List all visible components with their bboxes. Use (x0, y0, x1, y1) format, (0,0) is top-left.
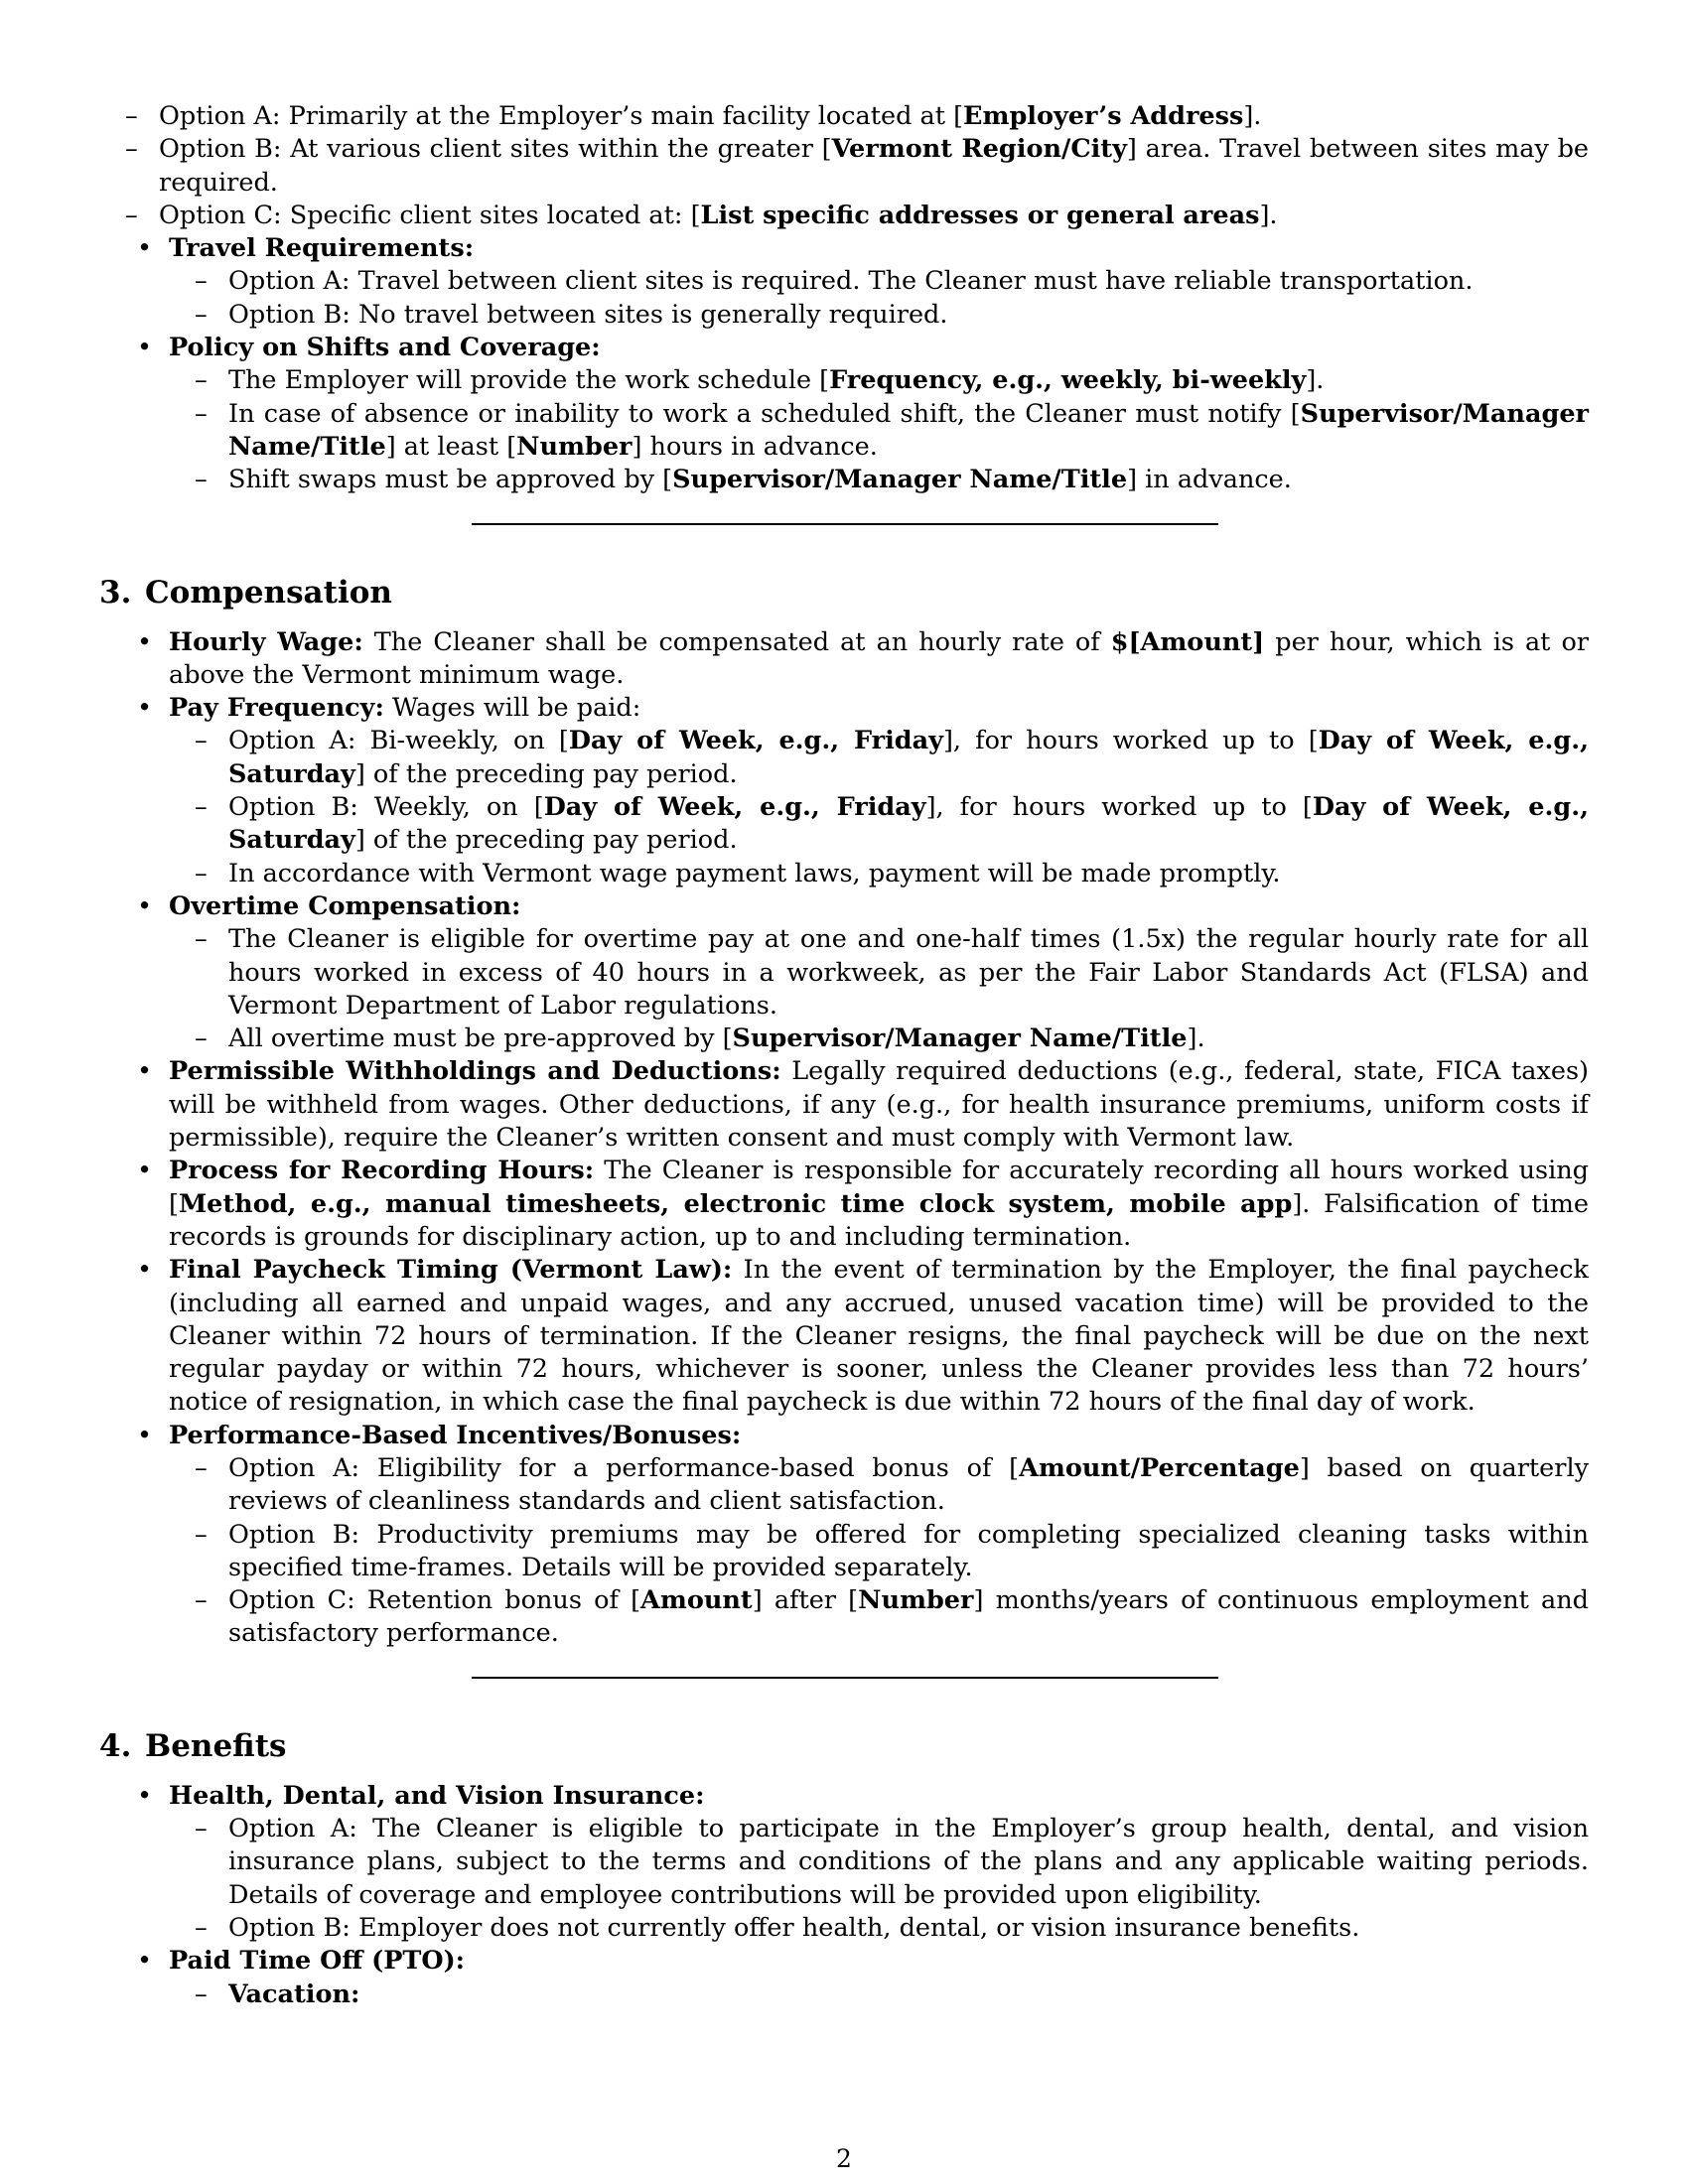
list-item: – In case of absence or inability to work a scheduled shift, the Cleaner must notify [Supervisor/Manager Name/Title] at least [Number] hours in advance. (99, 398, 1589, 465)
page-number: 2 (836, 2144, 852, 2173)
list-item: – Option B: No travel between sites is generally required. (99, 299, 1589, 332)
list-item: – Option B: At various client sites within the greater [Vermont Region/City] area. Travel between sites may be required. (30, 133, 1589, 200)
list-item: – Option A: Primarily at the Employer’s main facility located at [Employer’s Address]. (30, 100, 1589, 133)
compensation-list (99, 626, 1589, 1651)
list-item: – Option C: Retention bonus of [Amount] after [Number] months/years of continuous employment and satisfactory performance. (99, 1584, 1589, 1651)
list-item: – The Cleaner is eligible for overtime pay at one and one-half times (1.5x) the regular hourly rate for all hours worked in excess of 40 hours in a workweek, as per the Fair Labor Standards Act (FLSA) and Vermont Department of Labor regulations. (99, 923, 1589, 1023)
benefits-list (99, 1780, 1589, 2011)
document-page (99, 100, 1589, 2011)
list-item: – Option A: Eligibility for a performance-based bonus of [Amount/Percentage] based on quarterly reviews of cleanliness standards and client satisfaction. (99, 1452, 1589, 1519)
incentives-item: • Performance-Based Incentives/Bonuses: – Option A: Eligibility for a performance-based bonus of [Amount/Percentage] based on quarterly reviews of cleanliness standards and client satisfaction. – Option B: Productivity premiums may be offered for completing specialized cleaning tasks within specified time-frames. Details will be provided separately. – Option C: Retention bonus of [Amount] after [Number] months/years of continuous employment and satisfactory performance. (99, 1420, 1589, 1651)
list-item: – All overtime must be pre-approved by [Supervisor/Manager Name/Title]. (99, 1023, 1589, 1055)
list-item: – Option A: Travel between client sites is required. The Cleaner must have reliable transportation. (99, 265, 1589, 298)
pay-frequency-item: • Pay Frequency: Wages will be paid: – Option A: Bi-weekly, on [Day of Week, e.g., Friday], for hours worked up to [Day of Week, e.g., Saturday] of the preceding pay period. – Option B: Weekly, on [Day of Week, e.g., Friday], for hours worked up to [Day of Week, e.g., Saturday] of the preceding pay period. – In accordance with Vermont wage payment laws, payment will be made promptly. (99, 692, 1589, 890)
recording-hours-item: • Process for Recording Hours: The Cleaner is responsible for accurately recording all hours worked using [Method, e.g., manual timesheets, electronic time clock system, mobile app]. Falsification of time records is grounds for disciplinary action, up to and including termination. (99, 1155, 1589, 1254)
list-item: – Option C: Specific client sites located at: [List specific addresses or general areas]. (30, 200, 1589, 232)
insurance-item: • Health, Dental, and Vision Insurance: – Option A: The Cleaner is eligible to participate in the Employer’s group health, dental, and vision insurance plans, subject to the terms and conditions of the plans and any applicable waiting periods. Details of coverage and employee contributions will be provided upon eligibility. – Option B: Employer does not currently offer health, dental, or vision insurance benefits. (99, 1780, 1589, 1945)
list-item: – Option B: Productivity premiums may be offered for completing specialized cleaning tasks within specified time-frames. Details will be provided separately. (99, 1519, 1589, 1585)
work-location-options (99, 100, 1589, 232)
shifts-policy-item: • Policy on Shifts and Coverage: – The Employer will provide the work schedule [Frequency, e.g., weekly, bi-weekly]. – In case of absence or inability to work a scheduled shift, the Cleaner must notify [Supervisor/Manager Name/Title] at least [Number] hours in advance. – Shift swaps must be approved by [Supervisor/Manager Name/Title] in advance. (99, 332, 1589, 496)
section-heading-benefits: 4. Benefits (99, 1727, 287, 1764)
list-item: – Option A: The Cleaner is eligible to participate in the Employer’s group health, dental, and vision insurance plans, subject to the terms and conditions of the plans and any applicable waiting periods. Details of coverage and employee contributions will be provided upon eligibility. (99, 1813, 1589, 1912)
list-item: – Option B: Employer does not currently offer health, dental, or vision insurance benefits. (99, 1912, 1589, 1945)
list-item: – The Employer will provide the work schedule [Frequency, e.g., weekly, bi-weekly]. (99, 364, 1589, 397)
section-divider (472, 1677, 1218, 1679)
overtime-item: • Overtime Compensation: – The Cleaner is eligible for overtime pay at one and one-half times (1.5x) the regular hourly rate for all hours worked in excess of 40 hours in a workweek, as per the Fair Labor Standards Act (FLSA) and Vermont Department of Labor regulations. – All overtime must be pre-approved by [Supervisor/Manager Name/Title]. (99, 890, 1589, 1055)
section-heading-compensation: 3. Compensation (99, 574, 392, 611)
final-paycheck-item: • Final Paycheck Timing (Vermont Law): In the event of termination by the Employer, the final paycheck (including all earned and unpaid wages, and any accrued, unused vacation time) will be provided to the Cleaner within 72 hours of termination. If the Cleaner resigns, the final paycheck will be due on the next regular payday or within 72 hours, whichever is sooner, unless the Cleaner provides less than 72 hours’ notice of resignation, in which case the final paycheck is due within 72 hours of the final day of work. (99, 1254, 1589, 1419)
withholdings-item: • Permissible Withholdings and Deductions: Legally required deductions (e.g., federal, state, FICA taxes) will be withheld from wages. Other deductions, if any (e.g., for health insurance premiums, uniform costs if permissible), require the Cleaner’s written consent and must comply with Vermont law. (99, 1055, 1589, 1155)
travel-requirements-item: • Travel Requirements: – Option A: Travel between client sites is required. The Cleaner must have reliable transportation. – Option B: No travel between sites is generally required. (99, 232, 1589, 332)
list-item: – Option A: Bi-weekly, on [Day of Week, e.g., Friday], for hours worked up to [Day of Week, e.g., Saturday] of the preceding pay period. (99, 725, 1589, 791)
section-divider (472, 523, 1218, 525)
list-item: – In accordance with Vermont wage payment laws, payment will be made promptly. (99, 858, 1589, 890)
list-item: – Option B: Weekly, on [Day of Week, e.g., Friday], for hours worked up to [Day of Week, e.g., Saturday] of the preceding pay period. (99, 791, 1589, 858)
list-item: – Shift swaps must be approved by [Supervisor/Manager Name/Title] in advance. (99, 464, 1589, 496)
list-item: – Vacation: (99, 1979, 1589, 2011)
pto-item: • Paid Time Off (PTO): – Vacation: (99, 1945, 1589, 2011)
hourly-wage-item: • Hourly Wage: The Cleaner shall be compensated at an hourly rate of $[Amount] per hour, which is at or above the Vermont minimum wage. (99, 626, 1589, 693)
work-details-list (99, 232, 1589, 496)
